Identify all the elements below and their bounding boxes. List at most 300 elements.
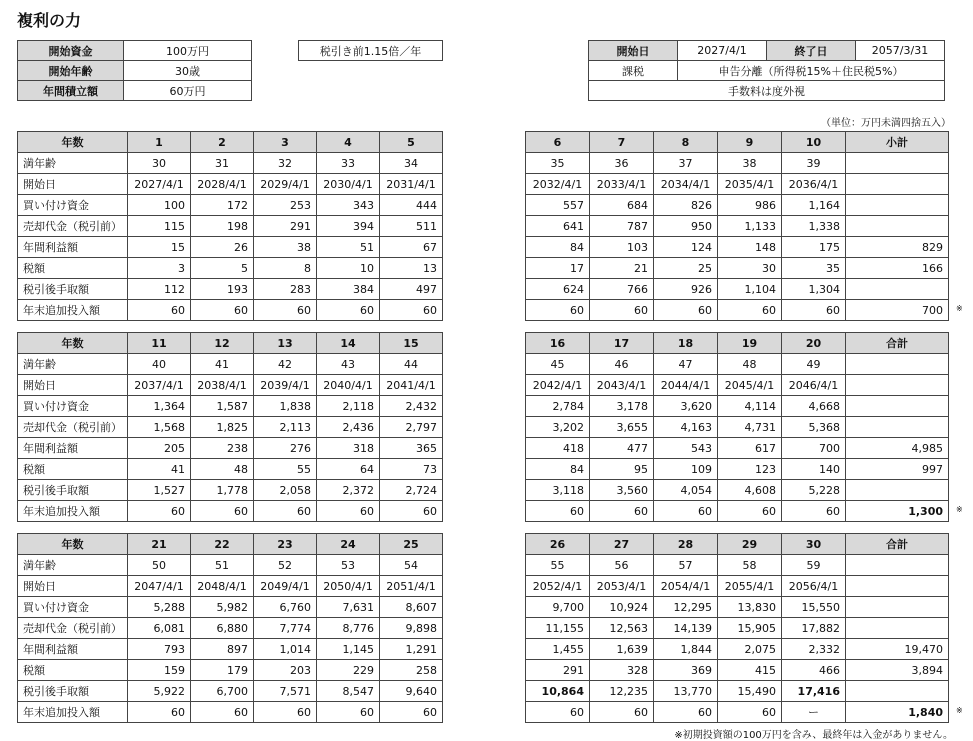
table-cell: 1,291: [380, 639, 443, 660]
year-number: 21: [128, 534, 191, 555]
start-value: 2027/4/1: [678, 41, 767, 61]
table-row: [18, 174, 443, 195]
year-number: 23: [254, 534, 317, 555]
param-value: 100万円: [124, 41, 252, 61]
table-row: [526, 702, 949, 723]
table-cell: 2046/4/1: [782, 375, 846, 396]
table-cell: 7,571: [254, 681, 317, 702]
table-cell: 1,364: [128, 396, 191, 417]
table-cell: 343: [317, 195, 380, 216]
table-row: [526, 597, 949, 618]
table-cell: 60: [654, 300, 718, 321]
table-cell: 253: [254, 195, 317, 216]
table-cell: 13,830: [718, 597, 782, 618]
row-label: 買い付け資金: [18, 195, 128, 216]
year-number: 17: [590, 333, 654, 354]
summary-cell: 166: [846, 258, 949, 279]
table-cell: 8: [254, 258, 317, 279]
table-row: [526, 216, 949, 237]
table-cell: 11,155: [526, 618, 590, 639]
table-cell: 2040/4/1: [317, 375, 380, 396]
year-number: 25: [380, 534, 443, 555]
table-cell: 1,104: [718, 279, 782, 300]
table-row: [18, 438, 443, 459]
table-cell: 84: [526, 237, 590, 258]
years-table-left: [17, 131, 443, 321]
table-cell: 47: [654, 354, 718, 375]
table-cell: 175: [782, 237, 846, 258]
table-cell: 14,139: [654, 618, 718, 639]
table-cell: 291: [526, 660, 590, 681]
summary-cell: [846, 597, 949, 618]
table-cell: 60: [526, 501, 590, 522]
asterisk-mark: ※: [956, 304, 963, 313]
row-label: 税引後手取額: [18, 480, 128, 501]
table-cell: 60: [654, 702, 718, 723]
table-cell: 60: [191, 702, 254, 723]
asterisk-mark: ※: [956, 505, 963, 514]
table-cell: 52: [254, 555, 317, 576]
param-value: 30歳: [124, 61, 252, 81]
summary-cell: [846, 279, 949, 300]
table-cell: 415: [718, 660, 782, 681]
table-cell: 1,825: [191, 417, 254, 438]
table-cell: 67: [380, 237, 443, 258]
table-cell: 35: [782, 258, 846, 279]
period-row: [589, 41, 945, 61]
table-cell: 57: [654, 555, 718, 576]
table-cell: 2053/4/1: [590, 576, 654, 597]
table-cell: 40: [128, 354, 191, 375]
param-row: [18, 41, 252, 61]
table-row: [526, 459, 949, 480]
table-cell: 2032/4/1: [526, 174, 590, 195]
table-cell: 2029/4/1: [254, 174, 317, 195]
table-cell: 2044/4/1: [654, 375, 718, 396]
years-table-right: [525, 332, 949, 522]
table-row: [18, 153, 443, 174]
table-cell: 7,774: [254, 618, 317, 639]
table-cell: 766: [590, 279, 654, 300]
summary-cell: 4,985: [846, 438, 949, 459]
table-cell: 60: [782, 300, 846, 321]
year-number: 29: [718, 534, 782, 555]
table-cell: 2052/4/1: [526, 576, 590, 597]
table-row: [526, 279, 949, 300]
table-row: [18, 639, 443, 660]
table-cell: 17,882: [782, 618, 846, 639]
table-cell: 2031/4/1: [380, 174, 443, 195]
year-number: 19: [718, 333, 782, 354]
year-number: 10: [782, 132, 846, 153]
table-cell: 2030/4/1: [317, 174, 380, 195]
end-value: 2057/3/31: [856, 41, 945, 61]
year-number: 7: [590, 132, 654, 153]
year-number: 20: [782, 333, 846, 354]
table-cell: 1,527: [128, 480, 191, 501]
table-cell: 60: [526, 702, 590, 723]
row-label: 満年齢: [18, 555, 128, 576]
table-cell: 418: [526, 438, 590, 459]
year-number: 5: [380, 132, 443, 153]
table-cell: 8,776: [317, 618, 380, 639]
table-cell: 5,982: [191, 597, 254, 618]
table-cell: 229: [317, 660, 380, 681]
table-cell: 205: [128, 438, 191, 459]
table-cell: 1,014: [254, 639, 317, 660]
table-cell: 48: [718, 354, 782, 375]
summary-cell: [846, 576, 949, 597]
year-number: 6: [526, 132, 590, 153]
table-cell: 60: [380, 501, 443, 522]
table-cell: 2,113: [254, 417, 317, 438]
table-cell: 9,898: [380, 618, 443, 639]
table-cell: 43: [317, 354, 380, 375]
table-row: [18, 459, 443, 480]
summary-header: 合計: [846, 333, 949, 354]
row-label: 開始日: [18, 375, 128, 396]
table-cell: 8,607: [380, 597, 443, 618]
year-number: 8: [654, 132, 718, 153]
table-cell: 2045/4/1: [718, 375, 782, 396]
table-cell: 12,295: [654, 597, 718, 618]
table-cell: 179: [191, 660, 254, 681]
table-cell: 2050/4/1: [317, 576, 380, 597]
table-cell: 60: [718, 300, 782, 321]
summary-cell: [846, 375, 949, 396]
table-cell: 10,864: [526, 681, 590, 702]
table-cell: 2048/4/1: [191, 576, 254, 597]
table-cell: 2,372: [317, 480, 380, 501]
start-label: 開始日: [589, 41, 678, 61]
table-cell: 31: [191, 153, 254, 174]
table-cell: 1,304: [782, 279, 846, 300]
param-label: 開始年齢: [18, 61, 124, 81]
table-cell: 60: [380, 702, 443, 723]
table-cell: 2027/4/1: [128, 174, 191, 195]
row-label: 売却代金（税引前）: [18, 417, 128, 438]
summary-cell: [846, 216, 949, 237]
year-header-row: [526, 333, 949, 354]
footnote: ※初期投資額の100万円を含み、最終年は入金がありません。: [674, 730, 953, 741]
table-cell: 103: [590, 237, 654, 258]
table-row: [18, 702, 443, 723]
table-cell: 55: [254, 459, 317, 480]
table-cell: 51: [191, 555, 254, 576]
table-cell: 2055/4/1: [718, 576, 782, 597]
table-cell: 1,778: [191, 480, 254, 501]
year-label: 年数: [18, 534, 128, 555]
row-label: 開始日: [18, 576, 128, 597]
table-cell: 1,844: [654, 639, 718, 660]
row-label: 開始日: [18, 174, 128, 195]
table-cell: 2,797: [380, 417, 443, 438]
rate-label: 税引き前1.15倍／年: [299, 41, 443, 61]
period-table: [588, 40, 945, 101]
summary-cell: [846, 681, 949, 702]
row-label: 年間利益額: [18, 237, 128, 258]
table-cell: 384: [317, 279, 380, 300]
row-label: 満年齢: [18, 153, 128, 174]
row-label: 満年齢: [18, 354, 128, 375]
table-cell: 4,054: [654, 480, 718, 501]
table-cell: 60: [782, 501, 846, 522]
table-cell: 140: [782, 459, 846, 480]
table-cell: 124: [654, 237, 718, 258]
summary-cell: [846, 195, 949, 216]
table-row: [526, 618, 949, 639]
table-cell: 3,202: [526, 417, 590, 438]
year-number: 3: [254, 132, 317, 153]
table-cell: 109: [654, 459, 718, 480]
row-label: 売却代金（税引前）: [18, 618, 128, 639]
table-cell: 32: [254, 153, 317, 174]
table-cell: 60: [254, 300, 317, 321]
table-cell: 60: [590, 501, 654, 522]
row-label: 税額: [18, 660, 128, 681]
summary-header: 合計: [846, 534, 949, 555]
table-cell: 112: [128, 279, 191, 300]
table-cell: 444: [380, 195, 443, 216]
table-cell: 2,784: [526, 396, 590, 417]
table-cell: 6,700: [191, 681, 254, 702]
table-cell: 60: [317, 501, 380, 522]
table-cell: 926: [654, 279, 718, 300]
table-cell: 3,118: [526, 480, 590, 501]
table-cell: 10,924: [590, 597, 654, 618]
params-table: [17, 40, 252, 101]
table-cell: 3,620: [654, 396, 718, 417]
table-cell: 617: [718, 438, 782, 459]
table-cell: 2037/4/1: [128, 375, 191, 396]
table-cell: 2038/4/1: [191, 375, 254, 396]
table-row: [526, 300, 949, 321]
table-cell: 369: [654, 660, 718, 681]
table-cell: 95: [590, 459, 654, 480]
table-cell: 700: [782, 438, 846, 459]
table-cell: 3: [128, 258, 191, 279]
table-row: [18, 375, 443, 396]
fee-note: 手数料は度外視: [589, 81, 945, 101]
param-row: [18, 61, 252, 81]
table-cell: 60: [254, 501, 317, 522]
table-cell: 50: [128, 555, 191, 576]
page-title: 複利の力: [17, 11, 82, 30]
table-cell: 394: [317, 216, 380, 237]
table-row: [18, 237, 443, 258]
table-cell: 13,770: [654, 681, 718, 702]
table-row: [526, 237, 949, 258]
year-number: 14: [317, 333, 380, 354]
year-header-row: [18, 534, 443, 555]
summary-cell: 1,840: [846, 702, 949, 723]
table-cell: 30: [128, 153, 191, 174]
table-cell: 6,081: [128, 618, 191, 639]
table-cell: 73: [380, 459, 443, 480]
table-cell: 115: [128, 216, 191, 237]
summary-cell: [846, 153, 949, 174]
table-row: [526, 375, 949, 396]
table-row: [526, 174, 949, 195]
year-number: 18: [654, 333, 718, 354]
table-cell: 35: [526, 153, 590, 174]
years-table-right: [525, 533, 949, 723]
table-cell: 2033/4/1: [590, 174, 654, 195]
table-cell: 55: [526, 555, 590, 576]
table-cell: 1,838: [254, 396, 317, 417]
table-cell: 2042/4/1: [526, 375, 590, 396]
table-cell: 17: [526, 258, 590, 279]
year-number: 28: [654, 534, 718, 555]
table-cell: 2,436: [317, 417, 380, 438]
table-cell: 9,700: [526, 597, 590, 618]
table-cell: 826: [654, 195, 718, 216]
table-row: [526, 417, 949, 438]
table-cell: 34: [380, 153, 443, 174]
table-cell: 5,228: [782, 480, 846, 501]
table-row: [18, 660, 443, 681]
table-cell: 1,455: [526, 639, 590, 660]
table-cell: 291: [254, 216, 317, 237]
year-number: 12: [191, 333, 254, 354]
table-cell: 148: [718, 237, 782, 258]
year-number: 15: [380, 333, 443, 354]
table-cell: ー: [782, 702, 846, 723]
year-number: 27: [590, 534, 654, 555]
row-label: 買い付け資金: [18, 396, 128, 417]
table-row: [526, 480, 949, 501]
year-label: 年数: [18, 132, 128, 153]
table-cell: 12,235: [590, 681, 654, 702]
row-label: 年間利益額: [18, 639, 128, 660]
table-cell: 2035/4/1: [718, 174, 782, 195]
table-cell: 466: [782, 660, 846, 681]
table-cell: 497: [380, 279, 443, 300]
table-cell: 15,490: [718, 681, 782, 702]
summary-cell: [846, 417, 949, 438]
table-cell: 557: [526, 195, 590, 216]
table-cell: 37: [654, 153, 718, 174]
table-row: [526, 258, 949, 279]
table-cell: 60: [317, 702, 380, 723]
table-cell: 950: [654, 216, 718, 237]
table-cell: 60: [654, 501, 718, 522]
table-cell: 5,368: [782, 417, 846, 438]
table-cell: 60: [191, 501, 254, 522]
row-label: 税引後手取額: [18, 681, 128, 702]
table-cell: 2049/4/1: [254, 576, 317, 597]
table-cell: 5,288: [128, 597, 191, 618]
table-cell: 4,668: [782, 396, 846, 417]
table-cell: 41: [191, 354, 254, 375]
table-cell: 48: [191, 459, 254, 480]
years-table-left: [17, 533, 443, 723]
table-cell: 159: [128, 660, 191, 681]
table-cell: 58: [718, 555, 782, 576]
table-cell: 6,760: [254, 597, 317, 618]
table-row: [526, 660, 949, 681]
table-cell: 59: [782, 555, 846, 576]
table-row: [526, 195, 949, 216]
end-label: 終了日: [767, 41, 856, 61]
year-number: 2: [191, 132, 254, 153]
table-row: [18, 576, 443, 597]
table-cell: 4,114: [718, 396, 782, 417]
table-cell: 4,731: [718, 417, 782, 438]
table-cell: 2041/4/1: [380, 375, 443, 396]
table-cell: 38: [718, 153, 782, 174]
summary-cell: [846, 618, 949, 639]
year-header-row: [18, 132, 443, 153]
table-cell: 17,416: [782, 681, 846, 702]
table-cell: 1,133: [718, 216, 782, 237]
table-cell: 33: [317, 153, 380, 174]
row-label: 年間利益額: [18, 438, 128, 459]
years-table-left: [17, 332, 443, 522]
table-cell: 12,563: [590, 618, 654, 639]
table-cell: 203: [254, 660, 317, 681]
table-cell: 60: [718, 702, 782, 723]
year-number: 30: [782, 534, 846, 555]
table-row: [526, 639, 949, 660]
table-cell: 41: [128, 459, 191, 480]
table-cell: 60: [718, 501, 782, 522]
table-cell: 5: [191, 258, 254, 279]
rate-box: [298, 40, 443, 61]
table-cell: 2,075: [718, 639, 782, 660]
param-row: [18, 81, 252, 101]
table-row: [526, 501, 949, 522]
table-cell: 123: [718, 459, 782, 480]
table-cell: 986: [718, 195, 782, 216]
table-cell: 60: [254, 702, 317, 723]
table-cell: 328: [590, 660, 654, 681]
table-cell: 26: [191, 237, 254, 258]
year-number: 1: [128, 132, 191, 153]
table-cell: 198: [191, 216, 254, 237]
row-label: 税額: [18, 459, 128, 480]
table-cell: 238: [191, 438, 254, 459]
year-number: 13: [254, 333, 317, 354]
table-row: [18, 417, 443, 438]
table-row: [18, 681, 443, 702]
table-cell: 2,432: [380, 396, 443, 417]
table-cell: 51: [317, 237, 380, 258]
table-cell: 13: [380, 258, 443, 279]
table-cell: 60: [128, 300, 191, 321]
table-cell: 793: [128, 639, 191, 660]
table-cell: 7,631: [317, 597, 380, 618]
table-cell: 172: [191, 195, 254, 216]
table-cell: 60: [191, 300, 254, 321]
table-cell: 60: [526, 300, 590, 321]
year-number: 9: [718, 132, 782, 153]
table-cell: 2047/4/1: [128, 576, 191, 597]
table-cell: 60: [317, 300, 380, 321]
summary-cell: [846, 396, 949, 417]
year-label: 年数: [18, 333, 128, 354]
table-row: [526, 555, 949, 576]
table-cell: 25: [654, 258, 718, 279]
table-cell: 10: [317, 258, 380, 279]
table-cell: 6,880: [191, 618, 254, 639]
year-number: 11: [128, 333, 191, 354]
table-cell: 2054/4/1: [654, 576, 718, 597]
year-number: 26: [526, 534, 590, 555]
table-cell: 45: [526, 354, 590, 375]
table-cell: 15: [128, 237, 191, 258]
table-cell: 100: [128, 195, 191, 216]
